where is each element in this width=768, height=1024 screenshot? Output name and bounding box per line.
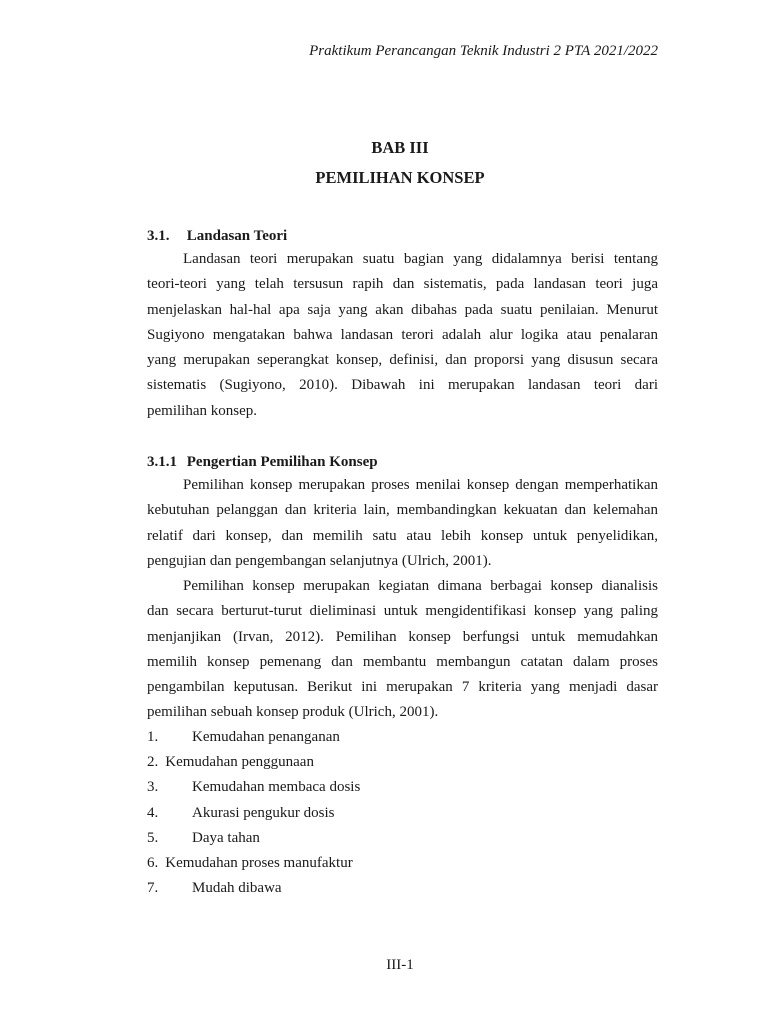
list-item-label: Kemudahan proses manufaktur [165,854,353,871]
paragraph-landasan-teori [147,247,658,424]
page-number: III-1 [386,957,414,973]
list-item-number: 1. [147,729,159,745]
chapter-title: PEMILIHAN KONSEP [315,168,485,187]
list-item-label: Kemudahan penggunaan [165,754,314,771]
paragraph-line: sistematis (Sugiyono, 2010). Dibawah ini merupakan landasan teori dari [147,377,658,394]
list-item-number: 7. [147,880,159,897]
list-item-number: 2. [147,754,159,771]
paragraph-line: memilih konsep pemenang dan membantu membangun catatan dalam proses [147,653,658,670]
paragraph-line: menjelaskan hal-hal apa saja yang akan dibahas pada suatu penilaian. Menurut [147,301,658,318]
paragraph-line: pengujian dan pengembangan selanjutnya (Ulrich, 2001). [147,552,492,569]
section-number: 3.1.1 [147,454,177,470]
list-item [147,725,360,750]
paragraph-pengertian-2 [147,574,658,726]
section-title: Landasan Teori [186,228,288,244]
paragraph-line: Pemilihan konsep merupakan proses menilai konsep dengan memperhatikan [183,477,658,493]
list-item-label: Mudah dibawa [192,880,282,897]
list-item [147,851,360,876]
list-item [147,801,360,826]
list-item [147,826,360,851]
list-item-number: 5. [147,829,159,846]
paragraph-line: kebutuhan pelanggan dan kriteria lain, membandingkan kekuatan dan kelemahan [147,502,658,519]
criteria-list [147,725,360,901]
section-number: 3.1. [147,228,170,244]
chapter-number: BAB III [371,138,429,157]
paragraph-line: pengambilan keputusan. Berikut ini merupakan 7 kriteria yang menjadi dasar [147,679,658,696]
paragraph-pengertian-1 [147,473,658,574]
paragraph-line: teori-teori yang telah tersusun rapih dan sistematis, pada landasan teori juga [147,276,658,293]
list-item-label: Kemudahan membaca dosis [192,779,361,796]
list-item-number: 6. [147,854,159,871]
paragraph-line: pemilihan sebuah konsep produk (Ulrich, 2001). [147,704,439,721]
paragraph-line: pemilihan konsep. [147,402,257,419]
paragraph-line: relatif dari konsep, dan memilih satu atau lebih konsep untuk penyelidikan, [147,527,658,544]
list-item-label: Kemudahan penanganan [192,729,340,745]
paragraph-line: Sugiyono mengatakan bahwa landasan terori adalah alur logika atau penalaran [147,326,658,343]
list-item-number: 4. [147,804,159,821]
section-title: Pengertian Pemilihan Konsep [186,454,378,470]
paragraph-line: menjanjikan (Irvan, 2012). Pemilihan konsep berfungsi untuk memudahkan [147,628,658,645]
list-item [147,775,360,800]
list-item-number: 3. [147,779,159,796]
paragraph-line: yang merupakan seperangkat konsep, definisi, dan proporsi yang disusun secara [147,352,658,369]
paragraph-line: Landasan teori merupakan suatu bagian yang didalamnya berisi tentang [183,251,658,267]
section-heading-3-1 [147,226,287,246]
section-heading-3-1-1 [147,452,378,472]
paragraph-line: Pemilihan konsep merupakan kegiatan dimana berbagai konsep dianalisis [183,578,658,594]
list-item [147,876,360,901]
list-item-label: Daya tahan [192,829,260,846]
paragraph-line: dan secara berturut-turut dieliminasi untuk mengidentifikasi konsep yang paling [147,603,658,620]
running-header: Praktikum Perancangan Teknik Industri 2 PTA 2021/2022 [309,43,658,59]
list-item-label: Akurasi pengukur dosis [192,804,335,821]
list-item [147,750,360,775]
